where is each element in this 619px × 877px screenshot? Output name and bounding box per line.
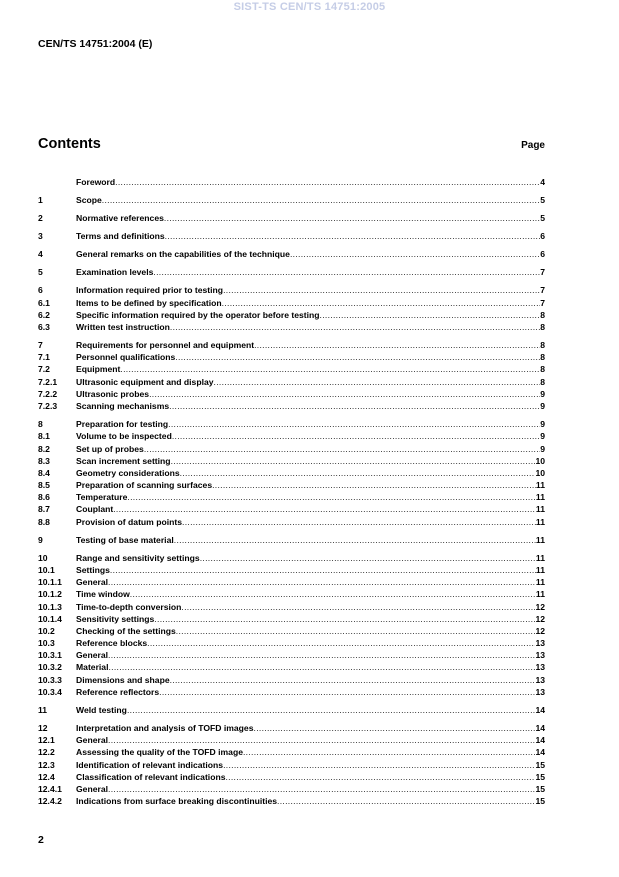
toc-entry-page: 12 bbox=[535, 625, 545, 636]
toc-entry-title: Identification of relevant indications bbox=[76, 759, 224, 770]
toc-entry-number: 7 bbox=[38, 340, 43, 351]
toc-dot-leader bbox=[176, 625, 536, 637]
toc-dot-leader bbox=[180, 467, 536, 479]
toc-entry[interactable] bbox=[38, 363, 545, 375]
toc-entry[interactable] bbox=[38, 552, 545, 564]
toc-dot-leader bbox=[108, 649, 535, 661]
toc-entry[interactable] bbox=[38, 704, 545, 716]
toc-entry[interactable] bbox=[38, 467, 545, 479]
toc-entry-title: General bbox=[76, 577, 109, 588]
toc-dot-leader bbox=[110, 564, 536, 576]
toc-entry-number: 7.2 bbox=[38, 364, 50, 375]
toc-entry-number: 10.1.3 bbox=[38, 601, 62, 612]
toc-dot-leader bbox=[277, 795, 535, 807]
toc-entry-title: Requirements for personnel and equipment bbox=[76, 340, 255, 351]
toc-entry-title: Sensitivity settings bbox=[76, 613, 155, 624]
toc-entry-number: 2 bbox=[38, 213, 43, 224]
toc-entry-title: Preparation for testing bbox=[76, 419, 169, 430]
toc-entry-page: 9 bbox=[540, 419, 545, 430]
toc-entry-page: 8 bbox=[540, 340, 545, 351]
toc-entry-title: Material bbox=[76, 662, 109, 673]
toc-entry-title: Ultrasonic equipment and display bbox=[76, 376, 214, 387]
toc-dot-leader bbox=[168, 418, 540, 430]
toc-entry-page: 11 bbox=[535, 480, 545, 491]
toc-entry-number: 5 bbox=[38, 267, 43, 278]
toc-entry-title: Range and sensitivity settings bbox=[76, 552, 200, 563]
toc-entry-page: 8 bbox=[540, 309, 545, 320]
toc-entry[interactable] bbox=[38, 601, 545, 613]
toc-dot-leader bbox=[225, 771, 535, 783]
toc-entry-page: 13 bbox=[535, 686, 545, 697]
toc-entry-number: 10.3 bbox=[38, 638, 55, 649]
toc-entry-title: General bbox=[76, 650, 109, 661]
toc-entry-page: 10 bbox=[535, 467, 545, 478]
toc-entry-title: Assessing the quality of the TOFD image bbox=[76, 747, 243, 758]
toc-entry-page: 13 bbox=[535, 674, 545, 685]
toc-entry-page: 13 bbox=[535, 662, 545, 673]
toc-entry[interactable] bbox=[38, 637, 545, 649]
toc-entry-number: 6.2 bbox=[38, 309, 50, 320]
toc-dot-leader bbox=[164, 212, 540, 224]
toc-entry-number: 12.4 bbox=[38, 771, 55, 782]
toc-entry-title: Settings bbox=[76, 564, 110, 575]
watermark: SIST-TS CEN/TS 14751:2005 bbox=[233, 1, 386, 13]
toc-entry-title: Preparation of scanning surfaces bbox=[76, 480, 213, 491]
document-id: CEN/TS 14751:2004 (E) bbox=[38, 38, 153, 50]
toc-dot-leader bbox=[102, 194, 540, 206]
toc-entry[interactable] bbox=[38, 588, 545, 600]
toc-dot-leader bbox=[154, 613, 535, 625]
toc-entry-number: 8.5 bbox=[38, 480, 50, 491]
toc-entry-number: 8.2 bbox=[38, 443, 50, 454]
toc-entry-number: 7.2.3 bbox=[38, 401, 58, 412]
toc-dot-leader bbox=[113, 503, 536, 515]
toc-entry-number: 6.3 bbox=[38, 322, 50, 333]
toc-dot-leader bbox=[159, 686, 535, 698]
toc-entry-number: 4 bbox=[38, 249, 43, 260]
toc-entry[interactable] bbox=[38, 284, 545, 296]
toc-dot-leader bbox=[144, 443, 540, 455]
toc-entry[interactable] bbox=[38, 351, 545, 363]
toc-entry-title: General bbox=[76, 783, 109, 794]
toc-entry[interactable] bbox=[38, 661, 545, 673]
toc-entry-title: Written test instruction bbox=[76, 322, 170, 333]
toc-dot-leader bbox=[120, 363, 540, 375]
toc-entry-page: 14 bbox=[535, 723, 545, 733]
toc-entry-title: Foreword bbox=[76, 177, 116, 187]
toc-entry-title: Time-to-depth conversion bbox=[76, 601, 182, 612]
toc-dot-leader bbox=[115, 176, 540, 188]
toc-entry-number: 10.3.3 bbox=[38, 674, 62, 685]
toc-entry-page: 8 bbox=[540, 376, 545, 387]
toc-entry-title: Scanning mechanisms bbox=[76, 401, 170, 412]
toc-entry-page: 5 bbox=[540, 213, 545, 224]
toc-dot-leader bbox=[200, 552, 536, 564]
toc-entry[interactable] bbox=[38, 734, 545, 746]
toc-entry-title: Items to be defined by specification bbox=[76, 297, 222, 308]
toc-dot-leader bbox=[174, 534, 536, 546]
toc-entry-number: 10.3.4 bbox=[38, 686, 62, 697]
toc-entry-title: Indications from surface breaking discontinuities bbox=[76, 796, 278, 807]
toc-entry-title: General remarks on the capabilities of the technique bbox=[76, 249, 290, 260]
toc-entry-page: 15 bbox=[535, 783, 545, 794]
toc-dot-leader bbox=[181, 601, 535, 613]
toc-entry-title: Time window bbox=[76, 589, 130, 600]
toc-entry[interactable] bbox=[38, 564, 545, 576]
toc-entry-number: 10.1.1 bbox=[38, 577, 62, 588]
toc-entry-number: 8.3 bbox=[38, 455, 50, 466]
toc-entry[interactable] bbox=[38, 443, 545, 455]
toc-entry-title: Examination levels bbox=[76, 267, 154, 278]
toc-entry-title: Information required prior to testing bbox=[76, 285, 224, 296]
toc-entry-title: Volume to be inspected bbox=[76, 431, 172, 442]
toc-entry-page: 6 bbox=[540, 249, 545, 260]
toc-entry[interactable] bbox=[38, 625, 545, 637]
toc-entry-page: 11 bbox=[535, 589, 545, 600]
toc-entry[interactable] bbox=[38, 686, 545, 698]
toc-entry[interactable] bbox=[38, 321, 545, 333]
toc-entry-page: 14 bbox=[535, 704, 545, 715]
table-of-contents bbox=[38, 176, 545, 807]
toc-entry-title: Weld testing bbox=[76, 704, 127, 715]
toc-entry-number: 10 bbox=[38, 552, 48, 563]
toc-dot-leader bbox=[223, 284, 540, 296]
toc-entry[interactable] bbox=[38, 746, 545, 758]
toc-entry-page: 9 bbox=[540, 401, 545, 412]
toc-entry-title: Reference reflectors bbox=[76, 686, 160, 697]
toc-entry[interactable] bbox=[38, 248, 545, 260]
toc-entry[interactable] bbox=[38, 339, 545, 351]
toc-entry-title: Scope bbox=[76, 195, 102, 206]
toc-entry-page: 15 bbox=[535, 771, 545, 782]
toc-entry-title: Personnel qualifications bbox=[76, 352, 176, 363]
toc-entry-number: 7.2.1 bbox=[38, 376, 58, 387]
toc-entry-page: 9 bbox=[540, 431, 545, 442]
toc-entry-page: 11 bbox=[535, 516, 545, 527]
toc-entry-number: 8 bbox=[38, 419, 43, 430]
toc-entry-title: Reference blocks bbox=[76, 638, 148, 649]
toc-entry-page: 11 bbox=[535, 534, 545, 545]
toc-entry-number: 8.6 bbox=[38, 492, 50, 503]
toc-entry-number: 10.2 bbox=[38, 625, 55, 636]
toc-entry-number: 6 bbox=[38, 285, 43, 296]
toc-dot-leader bbox=[175, 351, 540, 363]
toc-entry-title: Geometry considerations bbox=[76, 467, 180, 478]
page-column-label: Page bbox=[521, 140, 545, 151]
toc-entry-page: 4 bbox=[540, 177, 545, 187]
toc-entry[interactable] bbox=[38, 266, 545, 278]
toc-dot-leader bbox=[108, 576, 536, 588]
toc-entry-number: 10.3.1 bbox=[38, 650, 62, 661]
toc-entry-number: 8.7 bbox=[38, 504, 50, 515]
toc-entry-title: Set up of probes bbox=[76, 443, 144, 454]
toc-entry[interactable] bbox=[38, 783, 545, 795]
toc-entry[interactable] bbox=[38, 388, 545, 400]
toc-dot-leader bbox=[182, 516, 536, 528]
toc-entry-page: 11 bbox=[535, 577, 545, 588]
toc-entry[interactable] bbox=[38, 759, 545, 771]
toc-entry-number: 8.8 bbox=[38, 516, 50, 527]
toc-entry[interactable] bbox=[38, 309, 545, 321]
toc-dot-leader bbox=[223, 759, 535, 771]
toc-entry-title: Interpretation and analysis of TOFD images bbox=[76, 723, 254, 733]
toc-entry-number: 10.1.4 bbox=[38, 613, 62, 624]
toc-entry-page: 11 bbox=[535, 504, 545, 515]
toc-entry-page: 9 bbox=[540, 388, 545, 399]
toc-entry-title: Provision of datum points bbox=[76, 516, 182, 527]
toc-entry-number: 12.4.2 bbox=[38, 796, 62, 807]
toc-entry-page: 15 bbox=[535, 796, 545, 807]
toc-dot-leader bbox=[170, 674, 536, 686]
toc-entry-number: 12.4.1 bbox=[38, 783, 62, 794]
toc-entry[interactable] bbox=[38, 674, 545, 686]
toc-entry[interactable] bbox=[38, 771, 545, 783]
toc-entry-title: Checking of the settings bbox=[76, 625, 176, 636]
toc-entry-number: 10.3.2 bbox=[38, 662, 62, 673]
toc-dot-leader bbox=[127, 491, 535, 503]
toc-entry[interactable] bbox=[38, 418, 545, 430]
toc-entry-page: 8 bbox=[540, 364, 545, 375]
toc-entry[interactable] bbox=[38, 649, 545, 661]
toc-entry-title: Normative references bbox=[76, 213, 164, 224]
page-number: 2 bbox=[38, 834, 44, 846]
toc-entry-number: 7.2.2 bbox=[38, 388, 58, 399]
toc-dot-leader bbox=[214, 376, 541, 388]
toc-entry-page: 11 bbox=[535, 492, 545, 503]
toc-entry[interactable] bbox=[38, 297, 545, 309]
toc-dot-leader bbox=[108, 734, 535, 746]
toc-dot-leader bbox=[147, 637, 535, 649]
toc-entry-page: 11 bbox=[535, 564, 545, 575]
toc-entry-number: 1 bbox=[38, 195, 43, 206]
toc-entry-number: 12 bbox=[38, 723, 48, 733]
toc-entry[interactable] bbox=[38, 176, 545, 188]
toc-entry-title: Scan increment setting bbox=[76, 455, 171, 466]
toc-entry-page: 9 bbox=[540, 443, 545, 454]
toc-dot-leader bbox=[108, 661, 535, 673]
toc-entry-title: Equipment bbox=[76, 364, 121, 375]
toc-entry-page: 6 bbox=[540, 231, 545, 242]
toc-entry-page: 15 bbox=[535, 759, 545, 770]
toc-entry-page: 7 bbox=[540, 285, 545, 296]
toc-entry-title: Terms and definitions bbox=[76, 231, 165, 242]
toc-dot-leader bbox=[108, 783, 535, 795]
toc-dot-leader bbox=[290, 248, 540, 260]
toc-entry-title: Specific information required by the operator before testing bbox=[76, 309, 320, 320]
toc-entry-title: Ultrasonic probes bbox=[76, 388, 150, 399]
toc-entry-page: 13 bbox=[535, 650, 545, 661]
toc-entry-number: 11 bbox=[38, 704, 48, 715]
toc-entry[interactable] bbox=[38, 194, 545, 206]
toc-entry[interactable] bbox=[38, 430, 545, 442]
toc-dot-leader bbox=[130, 588, 536, 600]
contents-heading: Contents bbox=[38, 136, 101, 152]
toc-entry[interactable] bbox=[38, 576, 545, 588]
toc-entry-page: 8 bbox=[540, 322, 545, 333]
toc-entry[interactable] bbox=[38, 212, 545, 224]
toc-dot-leader bbox=[169, 400, 540, 412]
toc-entry-title: General bbox=[76, 735, 109, 746]
toc-dot-leader bbox=[127, 704, 536, 716]
toc-entry[interactable] bbox=[38, 534, 545, 546]
toc-entry[interactable] bbox=[38, 455, 545, 467]
toc-entry-title: Couplant bbox=[76, 504, 114, 515]
toc-entry-number: 12.2 bbox=[38, 747, 55, 758]
toc-entry[interactable] bbox=[38, 230, 545, 242]
toc-dot-leader bbox=[212, 479, 536, 491]
toc-entry-title: Dimensions and shape bbox=[76, 674, 170, 685]
toc-entry-page: 8 bbox=[540, 352, 545, 363]
toc-entry-page: 13 bbox=[535, 638, 545, 649]
toc-entry[interactable] bbox=[38, 516, 545, 528]
toc-entry[interactable] bbox=[38, 491, 545, 503]
toc-entry-number: 10.1 bbox=[38, 564, 55, 575]
toc-entry-number: 8.1 bbox=[38, 431, 50, 442]
toc-entry-number: 7.1 bbox=[38, 352, 50, 363]
toc-entry-page: 14 bbox=[535, 735, 545, 746]
toc-entry[interactable] bbox=[38, 722, 545, 734]
toc-entry-number: 8.4 bbox=[38, 467, 50, 478]
toc-dot-leader bbox=[254, 339, 540, 351]
toc-entry-page: 7 bbox=[540, 297, 545, 308]
toc-entry[interactable] bbox=[38, 503, 545, 515]
toc-entry-number: 12.3 bbox=[38, 759, 55, 770]
toc-dot-leader bbox=[149, 388, 540, 400]
toc-dot-leader bbox=[171, 455, 536, 467]
toc-dot-leader bbox=[170, 321, 540, 333]
toc-dot-leader bbox=[165, 230, 541, 242]
toc-entry[interactable] bbox=[38, 479, 545, 491]
toc-dot-leader bbox=[153, 266, 540, 278]
toc-dot-leader bbox=[222, 297, 541, 309]
toc-entry-number: 3 bbox=[38, 231, 43, 242]
toc-entry[interactable] bbox=[38, 376, 545, 388]
toc-dot-leader bbox=[243, 746, 535, 758]
toc-entry-page: 5 bbox=[540, 195, 545, 206]
toc-entry-page: 14 bbox=[535, 747, 545, 758]
toc-entry-page: 12 bbox=[535, 613, 545, 624]
toc-entry[interactable] bbox=[38, 400, 545, 412]
toc-entry-number: 9 bbox=[38, 534, 43, 545]
toc-entry-page: 12 bbox=[535, 601, 545, 612]
toc-entry-number: 6.1 bbox=[38, 297, 50, 308]
toc-entry-title: Classification of relevant indications bbox=[76, 771, 226, 782]
toc-entry-number: 12.1 bbox=[38, 735, 55, 746]
toc-dot-leader bbox=[172, 430, 540, 442]
toc-entry-title: Testing of base material bbox=[76, 534, 174, 545]
toc-entry-number: 10.1.2 bbox=[38, 589, 62, 600]
toc-dot-leader bbox=[320, 309, 541, 321]
toc-entry[interactable] bbox=[38, 613, 545, 625]
toc-entry[interactable] bbox=[38, 795, 545, 807]
toc-dot-leader bbox=[254, 722, 536, 734]
toc-entry-page: 7 bbox=[540, 267, 545, 278]
toc-entry-title: Temperature bbox=[76, 492, 128, 503]
toc-entry-page: 10 bbox=[535, 455, 545, 466]
toc-entry-page: 11 bbox=[535, 552, 545, 563]
